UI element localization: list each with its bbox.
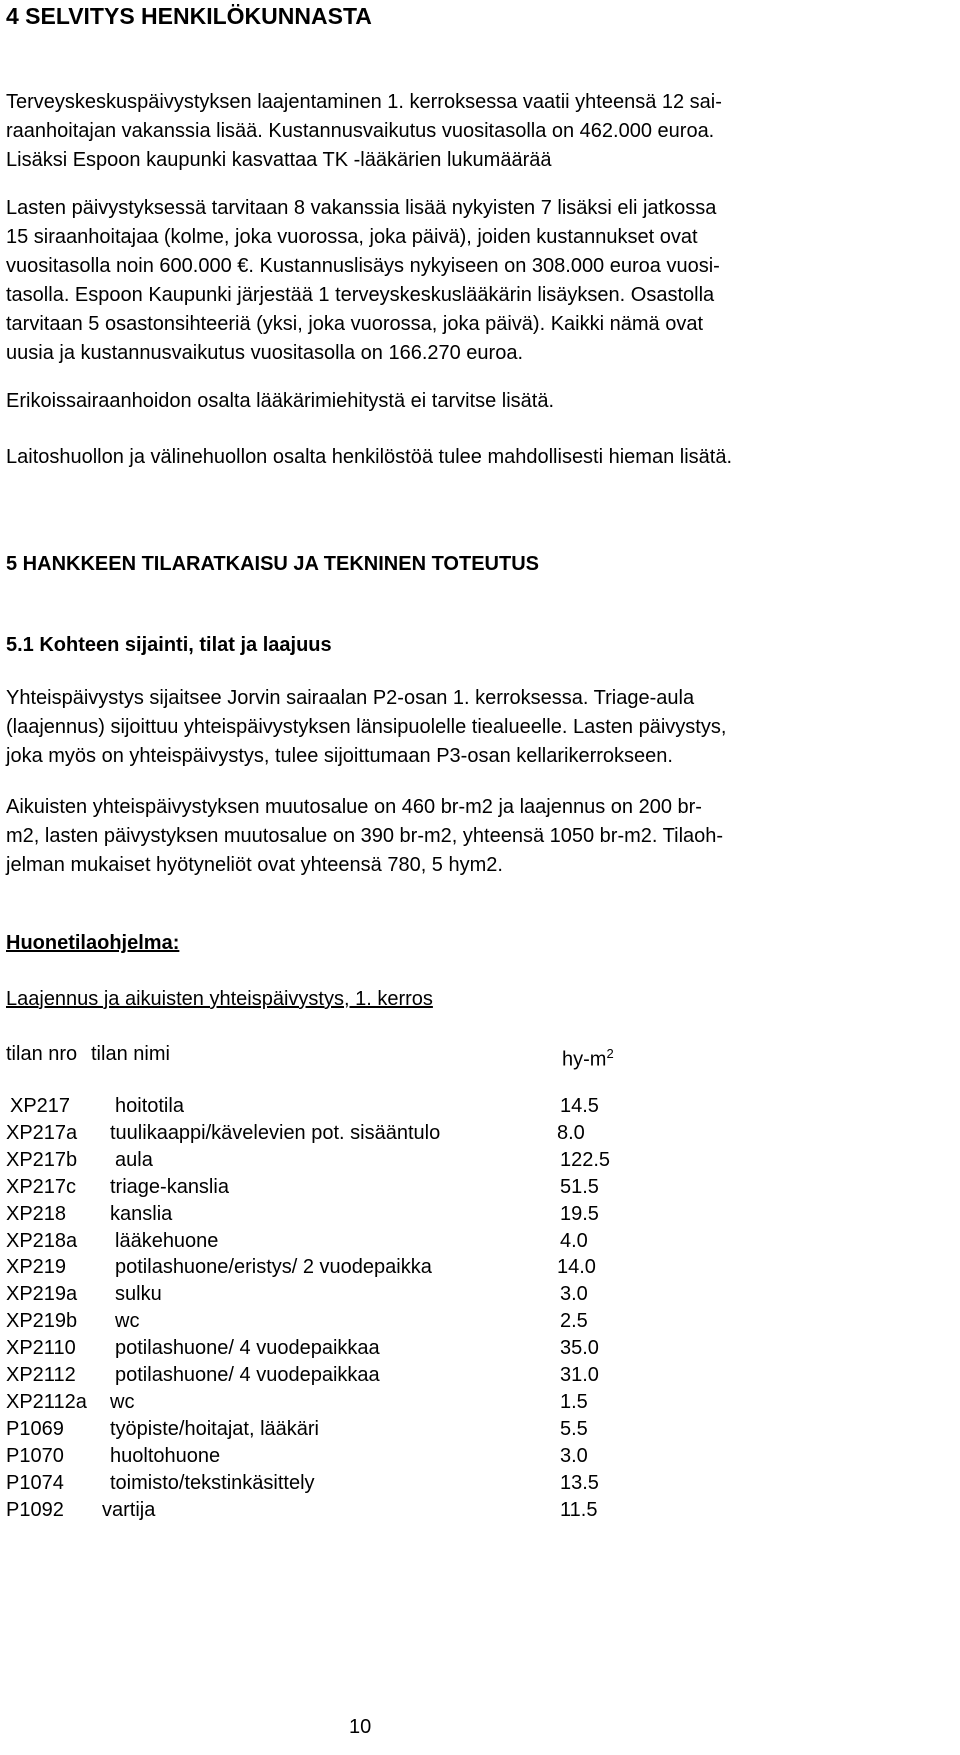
room-number: XP218a xyxy=(6,1230,78,1252)
page-number: 10 xyxy=(349,1716,372,1738)
room-name: huoltohuone xyxy=(110,1445,221,1467)
room-area: 14.5 xyxy=(560,1095,599,1117)
room-area: 11.5 xyxy=(560,1499,598,1521)
room-name: lääkehuone xyxy=(115,1230,219,1252)
room-number: XP217a xyxy=(6,1122,78,1144)
room-area: 13.5 xyxy=(560,1472,599,1494)
staffing-paragraph-3 xyxy=(6,387,956,416)
section-4-heading: 4 SELVITYS HENKILÖKUNNASTA xyxy=(6,3,372,29)
table-row xyxy=(6,1228,706,1255)
column-header-room-number: tilan nro xyxy=(6,1043,78,1065)
room-name: potilashuone/eristys/ 2 vuodepaikka xyxy=(115,1256,432,1278)
room-name: kanslia xyxy=(110,1203,173,1225)
text-line: vuositasolla noin 600.000 €. Kustannuslisäys nykyiseen on 308.000 euroa vuosi- xyxy=(6,255,720,277)
staffing-paragraph-4 xyxy=(6,443,956,472)
table-row xyxy=(6,1443,706,1470)
text-line: m2, lasten päivystyksen muutosalue on 390 br-m2, yhteensä 1050 br-m2. Tilaoh- xyxy=(6,825,724,847)
table-row xyxy=(6,1281,706,1308)
room-area: 2.5 xyxy=(560,1310,588,1332)
room-area: 122.5 xyxy=(560,1149,611,1171)
area-unit: hy-m xyxy=(562,1048,607,1071)
text-line: Laitoshuollon ja välinehuollon osalta henkilöstöä tulee mahdollisesti hieman lisätä. xyxy=(6,446,733,468)
table-row xyxy=(6,1362,706,1389)
column-header-room-name: tilan nimi xyxy=(91,1043,170,1065)
table-row xyxy=(6,1416,706,1443)
table-row xyxy=(6,1254,706,1281)
staffing-paragraph-2 xyxy=(6,194,956,368)
column-header-area xyxy=(562,1040,614,1074)
room-name: wc xyxy=(110,1391,135,1413)
text-line: joka myös on yhteispäivystys, tulee sijoittumaan P3-osan kellarikerrokseen. xyxy=(6,745,673,767)
room-table-header xyxy=(6,1040,706,1070)
table-row xyxy=(6,1335,706,1362)
text-line: Erikoissairaanhoidon osalta lääkärimiehitystä ei tarvitse lisätä. xyxy=(6,390,555,412)
text-line: tasolla. Espoon Kaupunki järjestää 1 terveyskeskuslääkärin lisäyksen. Osastolla xyxy=(6,284,715,306)
room-area: 31.0 xyxy=(560,1364,599,1386)
room-number: XP217 xyxy=(10,1095,71,1117)
table-row xyxy=(6,1470,706,1497)
room-name: toimisto/tekstinkäsittely xyxy=(110,1472,315,1494)
room-number: XP2112 xyxy=(6,1364,76,1386)
room-number: XP2112a xyxy=(6,1391,87,1413)
room-number: XP219a xyxy=(6,1283,78,1305)
area-unit-exponent: 2 xyxy=(606,1046,614,1061)
room-area: 51.5 xyxy=(560,1176,599,1198)
text-line: jelman mukaiset hyötyneliöt ovat yhteensä 780, 5 hym2. xyxy=(6,854,503,876)
text-line: uusia ja kustannusvaikutus vuositasolla on 166.270 euroa. xyxy=(6,342,524,364)
table-row xyxy=(6,1120,706,1147)
table-row xyxy=(6,1174,706,1201)
room-area: 35.0 xyxy=(560,1337,599,1359)
text-line: Lisäksi Espoon kaupunki kasvattaa TK -lääkärien lukumäärää xyxy=(6,149,552,171)
room-name: tuulikaappi/kävelevien pot. sisääntulo xyxy=(110,1122,441,1144)
room-number: XP218 xyxy=(6,1203,67,1225)
room-program-subheading: Laajennus ja aikuisten yhteispäivystys, 1. kerros xyxy=(6,988,433,1010)
room-area: 8.0 xyxy=(557,1122,585,1144)
room-number: P1092 xyxy=(6,1499,64,1521)
text-line: raanhoitajan vakanssia lisää. Kustannusvaikutus vuositasolla on 462.000 euroa. xyxy=(6,120,715,142)
table-row xyxy=(6,1497,706,1524)
room-name: potilashuone/ 4 vuodepaikkaa xyxy=(115,1337,380,1359)
room-area: 3.0 xyxy=(560,1445,588,1467)
room-number: XP217c xyxy=(6,1176,77,1198)
text-line: tarvitaan 5 osastonsihteeriä (yksi, joka vuorossa, joka päivä). Kaikki nämä ovat xyxy=(6,313,704,335)
staffing-paragraph-1 xyxy=(6,88,956,175)
room-name: hoitotila xyxy=(115,1095,184,1117)
table-row xyxy=(6,1093,706,1120)
room-name: wc xyxy=(115,1310,140,1332)
room-number: XP217b xyxy=(6,1149,78,1171)
room-name: vartija xyxy=(102,1499,156,1521)
table-row xyxy=(6,1389,706,1416)
room-number: XP2110 xyxy=(6,1337,76,1359)
table-row xyxy=(6,1201,706,1228)
room-number: XP219b xyxy=(6,1310,78,1332)
text-line: Aikuisten yhteispäivystyksen muutosalue on 460 br-m2 ja laajennus on 200 br- xyxy=(6,796,702,818)
room-name: aula xyxy=(115,1149,153,1171)
room-number: P1070 xyxy=(6,1445,64,1467)
room-area: 14.0 xyxy=(557,1256,596,1278)
room-program-heading: Huonetilaohjelma: xyxy=(6,932,180,954)
text-line: 15 siraanhoitajaa (kolme, joka vuorossa, joka päivä), joiden kustannukset ovat xyxy=(6,226,698,248)
room-number: P1074 xyxy=(6,1472,64,1494)
text-line: (laajennus) sijoittuu yhteispäivystyksen länsipuolelle tiealueelle. Lasten päivystys, xyxy=(6,716,727,738)
section-5-heading: 5 HANKKEEN TILARATKAISU JA TEKNINEN TOTEUTUS xyxy=(6,553,539,575)
room-number: P1069 xyxy=(6,1418,64,1440)
room-name: potilashuone/ 4 vuodepaikkaa xyxy=(115,1364,380,1386)
text-line: Lasten päivystyksessä tarvitaan 8 vakanssia lisää nykyisten 7 lisäksi eli jatkossa xyxy=(6,197,717,219)
table-row xyxy=(6,1147,706,1174)
room-number: XP219 xyxy=(6,1256,67,1278)
room-name: työpiste/hoitajat, lääkäri xyxy=(110,1418,320,1440)
room-name: triage-kanslia xyxy=(110,1176,229,1198)
room-area: 1.5 xyxy=(560,1391,588,1413)
room-area: 3.0 xyxy=(560,1283,588,1305)
area-paragraph xyxy=(6,793,956,880)
room-name: sulku xyxy=(115,1283,162,1305)
room-area: 5.5 xyxy=(560,1418,588,1440)
text-line: Terveyskeskuspäivystyksen laajentaminen 1. kerroksessa vaatii yhteensä 12 sai- xyxy=(6,91,722,113)
location-paragraph xyxy=(6,684,956,771)
section-5-1-heading: 5.1 Kohteen sijainti, tilat ja laajuus xyxy=(6,634,332,656)
room-area: 4.0 xyxy=(560,1230,588,1252)
text-line: Yhteispäivystys sijaitsee Jorvin sairaalan P2-osan 1. kerroksessa. Triage-aula xyxy=(6,687,695,709)
room-area: 19.5 xyxy=(560,1203,599,1225)
table-row xyxy=(6,1308,706,1335)
